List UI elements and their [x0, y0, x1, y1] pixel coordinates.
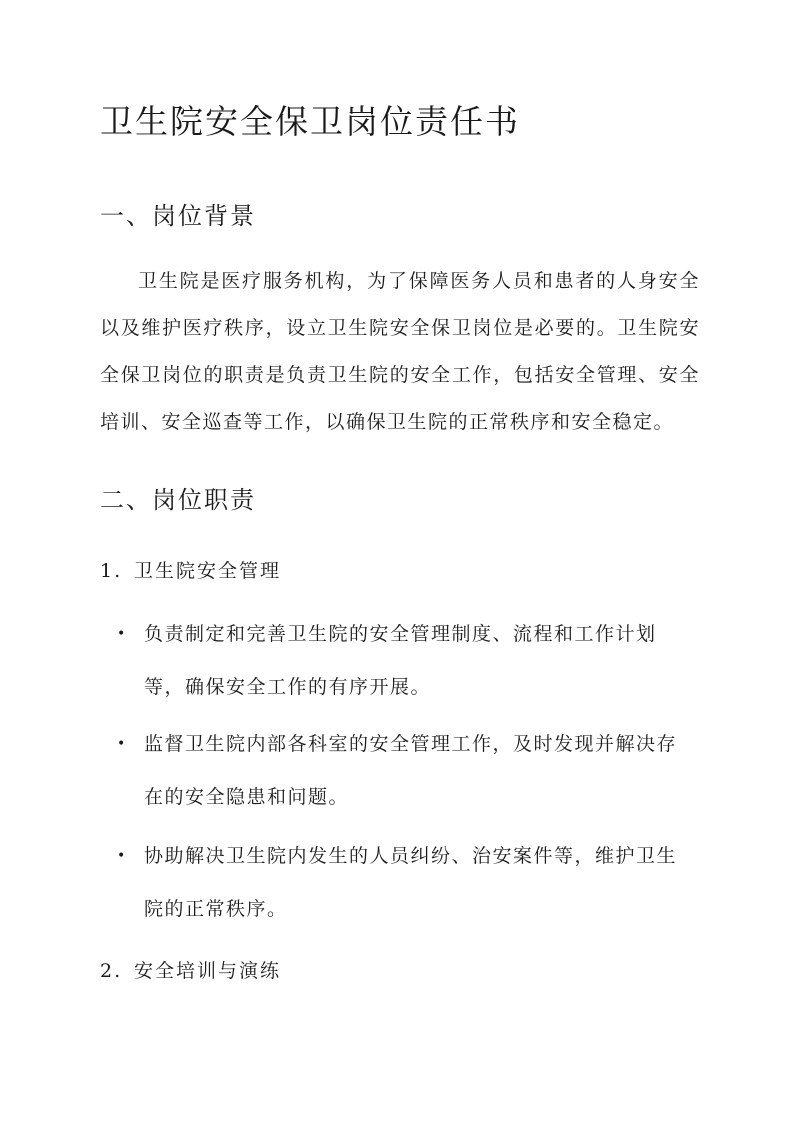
list-item-text: 监督卫生院内部各科室的安全管理工作，及时发现并解决存在的安全隐患和问题。	[144, 733, 678, 808]
bullet-icon: •	[117, 626, 126, 642]
list-item	[117, 718, 697, 824]
list-item-text: 负责制定和完善卫生院的安全管理制度、流程和工作计划等，确保安全工作的有序开展。	[144, 623, 657, 698]
list-item	[117, 830, 697, 936]
subsection-number: 2.	[100, 960, 123, 982]
subsection-number: 1.	[100, 560, 123, 582]
bullet-icon: •	[117, 848, 126, 864]
section-heading-background: 一、岗位背景	[100, 202, 256, 230]
bullet-icon: •	[117, 736, 126, 752]
list-item-text: 协助解决卫生院内发生的人员纠纷、治安案件等，维护卫生院的正常秩序。	[144, 845, 678, 920]
document-title: 卫生院安全保卫岗位责任书	[100, 102, 520, 141]
list-item	[117, 608, 697, 714]
subsection-heading-security-management	[100, 556, 281, 583]
background-paragraph: 卫生院是医疗服务机构，为了保障医务人员和患者的人身安全以及维护医疗秩序，设立卫生院安全保卫岗位是必要的。卫生院安全保卫岗位的职责是负责卫生院的安全工作，包括安全管理、安全培训、安全巡查等工作，以确保卫生院的正常秩序和安全稳定。	[100, 270, 700, 433]
subsection-heading-training	[100, 956, 281, 983]
section-heading-duties: 二、岗位职责	[100, 486, 256, 514]
subsection-title: 安全培训与演练	[134, 960, 282, 982]
subsection-title: 卫生院安全管理	[134, 560, 282, 582]
